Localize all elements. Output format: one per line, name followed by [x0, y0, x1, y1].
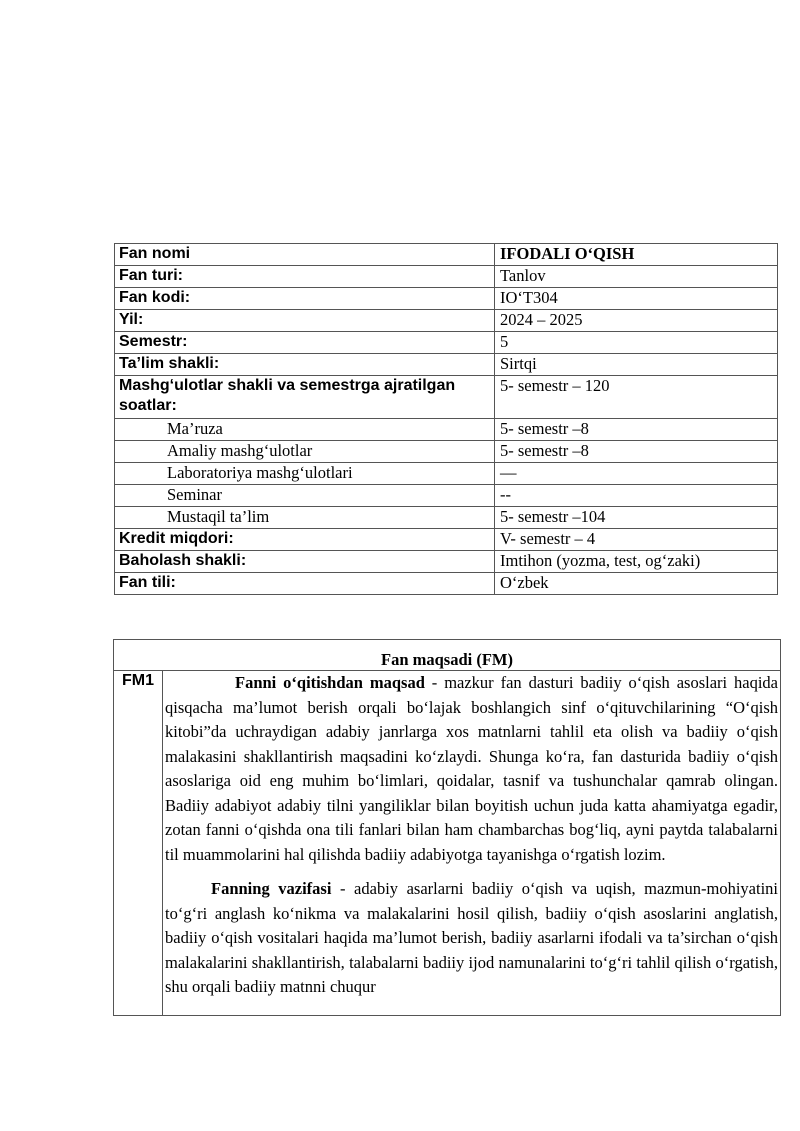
info-value: 5- semestr –104 [495, 507, 778, 529]
info-row [115, 507, 778, 529]
info-label: Fan nomi [115, 244, 495, 266]
course-goal-table [113, 639, 781, 1016]
info-row [115, 310, 778, 332]
goal-header: Fan maqsadi (FM) [114, 640, 781, 671]
info-value: IFODALI O‘QISH [495, 244, 778, 266]
info-label: Fan kodi: [115, 288, 495, 310]
info-label: Fan turi: [115, 266, 495, 288]
goal-task-title: Fanning vazifasi [211, 879, 332, 898]
info-label: Ta’lim shakli: [115, 354, 495, 376]
info-row [115, 266, 778, 288]
info-row [115, 288, 778, 310]
info-value: Tanlov [495, 266, 778, 288]
info-row [115, 354, 778, 376]
info-label: Fan tili: [115, 573, 495, 595]
info-label: Kredit miqdori: [115, 529, 495, 551]
info-value: O‘zbek [495, 573, 778, 595]
info-value: Imtihon (yozma, test, og‘zaki) [495, 551, 778, 573]
info-row [115, 485, 778, 507]
info-value: 5- semestr –8 [495, 441, 778, 463]
goal-paragraph-task [165, 877, 778, 1000]
info-value: 5- semestr – 120 [495, 376, 778, 419]
info-row [115, 441, 778, 463]
info-value: — [495, 463, 778, 485]
goal-paragraph-purpose [165, 671, 778, 867]
info-row [115, 332, 778, 354]
info-label: Laboratoriya mashg‘ulotlari [115, 463, 495, 485]
info-value: 5 [495, 332, 778, 354]
info-value: 5- semestr –8 [495, 419, 778, 441]
info-label: Seminar [115, 485, 495, 507]
course-info-table [114, 243, 778, 595]
goal-purpose-title: Fanni o‘qitishdan maqsad [235, 673, 425, 692]
info-value: 2024 – 2025 [495, 310, 778, 332]
goal-purpose-text: - mazkur fan dasturi badiiy o‘qish asoslari haqida qisqacha ma’lumot berish orqali bo‘lajak boshlangich sinf o‘qituvchilarining “O‘qish kitobi”da uchraydigan adabiy janrlarga xos matnlarni tahlil eta olish va badiiy o‘qish malakasini shakllantirish maqsadini ko‘zlaydi. Shunga ko‘ra, fan dasturida badiiy o‘qish asoslariga oid eng muhim bo‘limlari, qoidalar, tasnif va tushunchalar qamrab olingan. Badiiy adabiyot adabiy tilni yangiliklar bilan boyitish uchun juda katta ahamiyatga egadir, zotan fanni o‘qishda ona tili fanlari bilan ham chambarchas bog‘liq, ayni paytda talabalarni til muammolarini hal qilishda badiiy adabiyotga tayanishga o‘rgatish lozim. [165, 673, 778, 864]
info-label: Mustaqil ta’lim [115, 507, 495, 529]
info-label: Yil: [115, 310, 495, 332]
info-row [115, 529, 778, 551]
goal-body [163, 671, 781, 1016]
goal-code: FM1 [114, 671, 163, 1016]
info-label: Semestr: [115, 332, 495, 354]
info-row [115, 573, 778, 595]
info-row [115, 463, 778, 485]
info-label: Mashg‘ulotlar shakli va semestrga ajratilgan soatlar: [115, 376, 495, 419]
info-value: IO‘T304 [495, 288, 778, 310]
info-value: Sirtqi [495, 354, 778, 376]
info-row [115, 244, 778, 266]
goal-task-text: - adabiy asarlarni badiiy o‘qish va uqish, mazmun-mohiyatini to‘g‘ri anglash ko‘nikma va malakalarini hosil qilish, badiiy o‘qish asoslarini anglatish, badiiy o‘qish vositalari haqida ma’lumot berish, badiiy asarlarni ifodali va ta’sirchan o‘qish malakalarini shakllantirish, talabalarni badiiy ijod namunalarini to‘g‘ri tahlil qilish o‘rgatish, shu orqali badiiy matnni chuqur [165, 879, 778, 996]
info-label: Ma’ruza [115, 419, 495, 441]
info-row [115, 376, 778, 419]
info-row [115, 551, 778, 573]
info-row [115, 419, 778, 441]
info-label: Baholash shakli: [115, 551, 495, 573]
info-label: Amaliy mashg‘ulotlar [115, 441, 495, 463]
info-value: -- [495, 485, 778, 507]
info-value: V- semestr – 4 [495, 529, 778, 551]
